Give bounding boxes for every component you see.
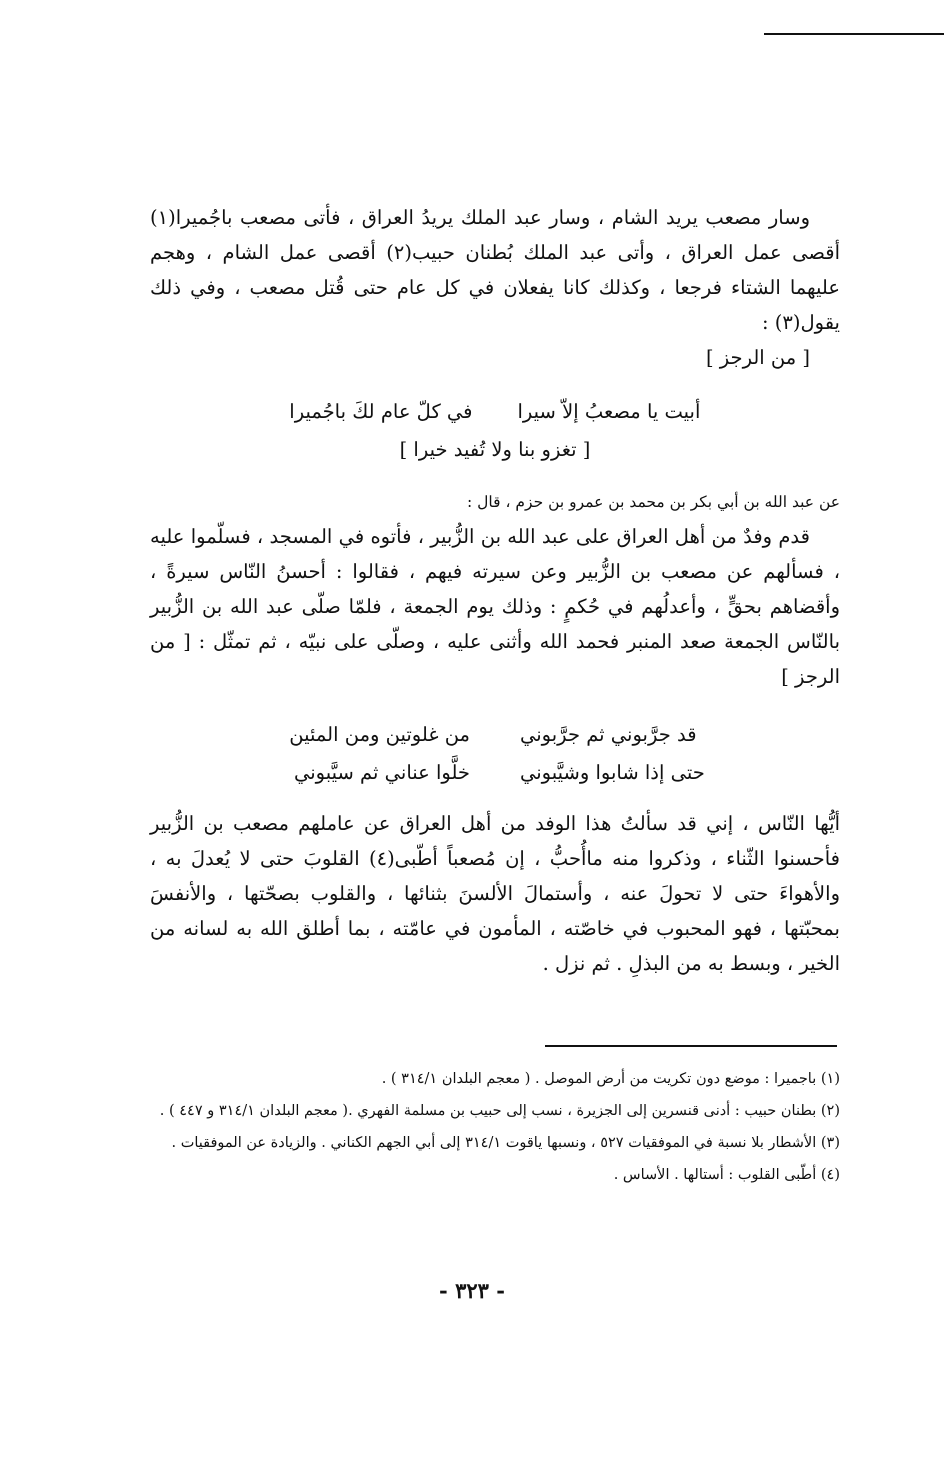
verse-hemistich-right: قد جرَّبوني ثم جرَّبوني bbox=[520, 723, 697, 746]
verse-block-2 bbox=[150, 716, 840, 792]
verse-hemistich-right: حتى إذا شابوا وشيَّبوني bbox=[520, 761, 705, 784]
isnad-line: عن عبد الله بن أبي بكر بن محمد بن عمرو بن حزم ، قال : bbox=[467, 493, 840, 511]
footnotes bbox=[150, 1063, 840, 1191]
footnote-4: (٤) أطّبى القلوب : أستالها . الأساس . bbox=[613, 1167, 840, 1183]
header-rule bbox=[764, 33, 944, 35]
meter-label-1: [ من الرجز ] bbox=[705, 346, 810, 369]
verse-row bbox=[150, 754, 840, 792]
paragraph-2: قدم وفدٌ من أهل العراق على عبد الله بن الزُّبير ، فأتوه في المسجد ، فسلّموا عليه ، فسألهم عن مصعب بن الزُّبير وعن سيرته فيهم ، فقالوا : أحسنُ النّاس سيرةً ، وأقضاهم بحقٍّ ، وأعدلُهم في حُكمٍ : وذلك يوم الجمعة ، فلمّا صلّى عبد الله بن الزُّبير بالنّاس الجمعة صعد المنبر فحمد الله وأثنى عليه ، وصلّى على نبيّه ، ثم تمثّل : [ من الرجز ] bbox=[150, 525, 840, 688]
verse-block-1 bbox=[150, 393, 840, 469]
footnote-2: (٢) بطنان حبيب : أدنى قنسرين إلى الجزيرة ، نسب إلى حبيب بن مسلمة الفهري .( معجم البلدان ٣١٤/١ و ٤٤٧ ) . bbox=[159, 1103, 840, 1119]
verse-row bbox=[150, 716, 840, 754]
footnote-1: (١) باجميرا : موضع دون تكريت من أرض الموصل . ( معجم البلدان ٣١٤/١ ) . bbox=[381, 1071, 840, 1087]
verse-row bbox=[150, 393, 840, 431]
verse-hemistich-left: خلَّوا عناني ثم سيَّبوني bbox=[293, 761, 470, 784]
paragraph-1-text: وسار مصعب يريد الشام ، وسار عبد الملك يريدُ العراق ، فأتى مصعب باجُميرا(١) أقصى عمل العراق ، وأتى عبد الملك بُطنان حبيب(٢) أقصى عمل الشام ، وهجم عليهما الشتاء فرجعا ، وكذلك كانا يفعلان في كل عام حتى قُتل مصعب ، وفي ذلك يقول(٣) : bbox=[150, 206, 840, 334]
verse-hemistich-left: من غلوتين ومن المئين bbox=[289, 723, 470, 746]
verse-hemistich-right: أبيت يا مصعبُ إلاّ سيرا bbox=[517, 400, 701, 423]
page-number: - ٣٢٣ - bbox=[439, 1278, 505, 1303]
verse-added-line: [ تغزو بنا ولا تُفيد خيرا ] bbox=[399, 438, 591, 461]
footnote-rule bbox=[545, 1045, 837, 1047]
verse-hemistich-left: في كلّ عام لكَ باجُميرا bbox=[289, 400, 473, 423]
main-text bbox=[150, 200, 840, 981]
footnote-3: (٣) الأشطار بلا نسبة في الموفقيات ٥٢٧ ، ونسبها ياقوت ٣١٤/١ إلى أبي الجهم الكناني . والزيادة عن الموفقيات . bbox=[171, 1135, 840, 1151]
paragraph-1 bbox=[150, 200, 840, 375]
paragraph-3: أيُّها النّاس ، إني قد سألتُ هذا الوفد من أهل العراق عن عاملهم مصعب بن الزُّبير فأحسنوا الثّناء ، وذكروا منه ماأُحبُّ ، إن مُصعباً أطّبى(٤) القلوبَ حتى لا يُعدلَ به ، والأهواءَ حتى لا تحولَ عنه ، وأستمالَ الألسنَ بثنائها ، والقلوب بصحّتها ، والأنفسَ بمحبّتها ، فهو المحبوب في خاصّته ، المأمون في عامّته ، بما أطلق الله به لسانه من الخير ، وبسط به من البذلِ . ثم نزل . bbox=[150, 812, 841, 975]
